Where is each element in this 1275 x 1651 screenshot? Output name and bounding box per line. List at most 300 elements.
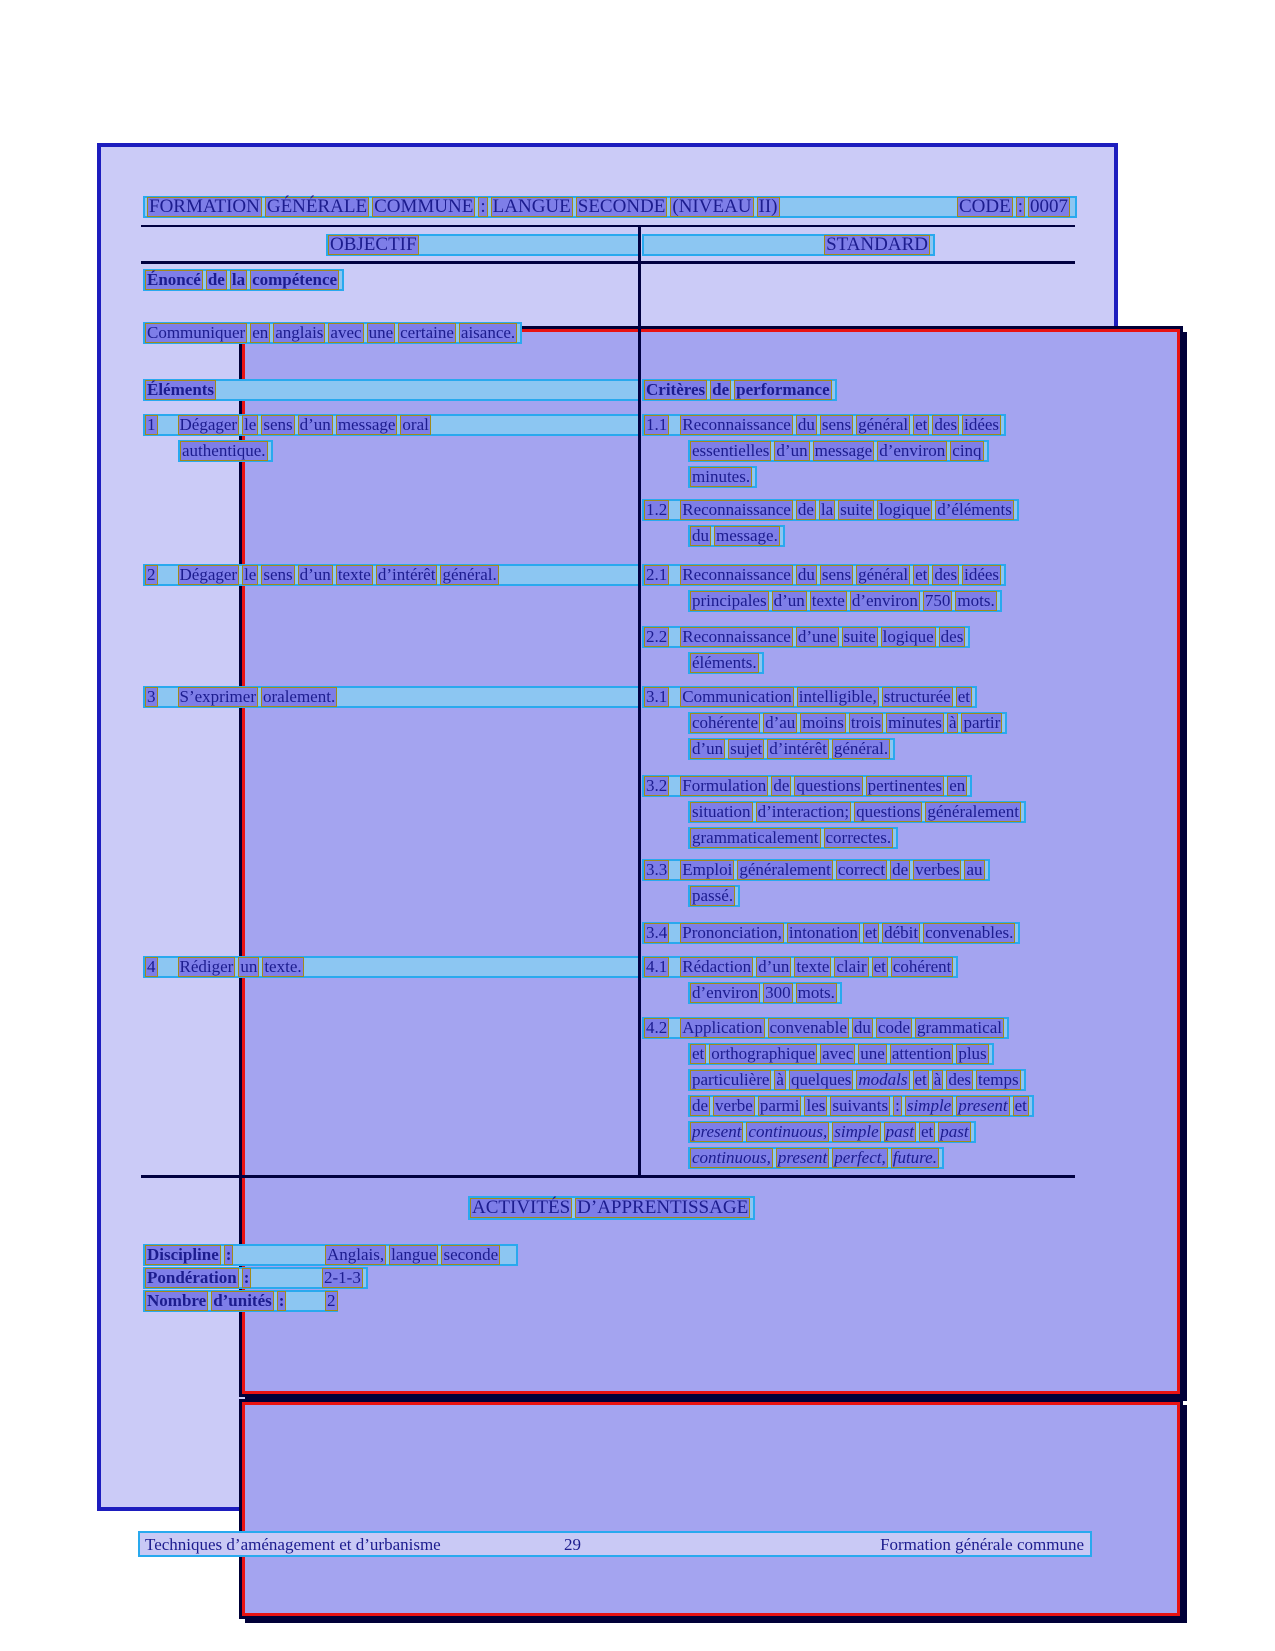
word-box: aisance. [460, 323, 516, 342]
element-4-text [178, 957, 307, 977]
word-box: Reconnaissance [682, 627, 791, 646]
word-box: Rédiger [179, 957, 234, 976]
word-box: de [207, 270, 225, 289]
word-box: éléments. [692, 653, 757, 672]
word-box: intonation [788, 923, 858, 942]
enonce-heading [143, 269, 344, 291]
page-footer [138, 1531, 1092, 1557]
word-box: Reconnaissance [682, 565, 791, 584]
word-box: ACTIVITÉS [472, 1197, 571, 1218]
critere-2-2-text-2 [690, 653, 762, 673]
critere-3-1-text-2 [690, 713, 1005, 733]
elements-heading-text [145, 380, 219, 400]
word-box: simple [834, 1122, 879, 1141]
word-box: Communication [682, 687, 792, 706]
word-box: STANDARD [826, 234, 928, 255]
word-box: situation [692, 802, 751, 821]
objectif-column-header [326, 234, 640, 256]
word-box: 4 [147, 957, 156, 976]
code-value [957, 197, 1073, 217]
word-box: et [921, 1122, 934, 1141]
unites-label [145, 1291, 289, 1311]
word-box: 750 [924, 591, 951, 610]
element-2-number [145, 565, 161, 585]
word-box: 0007 [1030, 196, 1068, 217]
discipline-row [143, 1244, 518, 1266]
word-box: suivants [832, 1096, 889, 1115]
word-box: Application [682, 1018, 763, 1037]
word-box: : [225, 1245, 232, 1264]
critere-3-1-text [680, 687, 975, 707]
critere-2-1-line-1 [642, 564, 1006, 586]
enonce-heading-text [145, 270, 342, 290]
word-box: avec [330, 323, 362, 342]
word-box: d’environ [692, 983, 759, 1002]
element-4-line-1 [143, 956, 640, 978]
word-box: 2-1-3 [324, 1268, 361, 1287]
word-box: Rédaction [682, 957, 752, 976]
word-box: modals [858, 1070, 908, 1089]
word-box: pertinentes [867, 776, 943, 795]
word-box: Discipline [147, 1245, 219, 1264]
word-box: d’intérêt [377, 565, 436, 584]
critere-1-1-line-1 [642, 414, 1006, 436]
word-box: 2 [327, 1291, 336, 1310]
word-box: anglais [275, 323, 324, 342]
word-box: moins [802, 713, 844, 732]
word-box: texte [796, 957, 830, 976]
word-box: II) [758, 196, 778, 217]
word-box: Formulation [682, 776, 767, 795]
word-box: et [957, 687, 971, 706]
word-box: Dégager [179, 415, 238, 434]
word-box: convenables. [925, 923, 1014, 942]
critere-1-1-number [644, 415, 672, 435]
word-box: message. [716, 526, 778, 545]
standard-label [824, 235, 933, 255]
word-box: Reconnaissance [682, 500, 791, 519]
critere-1-2-text-2 [690, 526, 783, 546]
word-box: perfect, [834, 1148, 886, 1167]
word-box: intelligible, [798, 687, 877, 706]
word-box: Énoncé [147, 270, 201, 289]
word-box: : [895, 1096, 900, 1115]
critere-3-4-number [644, 923, 672, 943]
critere-2-1-text-2 [690, 591, 1000, 611]
word-box: COMMUNE [374, 196, 474, 217]
word-box: débit [884, 923, 919, 942]
critere-3-4-text [680, 923, 1018, 943]
word-box: la [231, 270, 246, 289]
word-box: général. [833, 739, 889, 758]
word-box: mots. [957, 591, 995, 610]
element-3-text [178, 687, 341, 707]
critere-3-2-line-2 [688, 801, 1026, 823]
critere-1-1-line-3 [688, 466, 757, 488]
word-box: clair [836, 957, 867, 976]
standard-column-header [642, 234, 935, 256]
word-box: d’unités [213, 1291, 272, 1310]
word-box: à [933, 1070, 942, 1089]
word-box: OBJECTIF [330, 234, 417, 255]
table-header-separator [141, 225, 1075, 227]
word-box: généralement [739, 860, 831, 879]
word-box: seconde [443, 1245, 499, 1264]
word-box: cinq [952, 441, 982, 460]
element-1-text [178, 415, 434, 435]
critere-4-1-number [644, 957, 672, 977]
learning-activities-table [239, 1399, 1183, 1619]
word-box: avec [822, 1044, 854, 1063]
critere-4-2-line-6 [688, 1147, 944, 1169]
word-box: du [797, 565, 815, 584]
critere-4-2-text-4 [690, 1096, 1032, 1116]
element-2-line-1 [143, 564, 640, 586]
word-box: questions [796, 776, 861, 795]
word-box: d’une [797, 627, 837, 646]
word-box: 300 [765, 983, 791, 1002]
word-box: d’un [299, 565, 331, 584]
element-1-number [145, 415, 161, 435]
critere-3-1-text-3 [690, 739, 893, 759]
word-box: 2.1 [646, 565, 668, 584]
critere-3-3-number [644, 860, 672, 880]
enonce-text [143, 322, 522, 344]
word-box: du [692, 526, 709, 545]
critere-1-2-line-2 [688, 525, 785, 547]
critere-4-2-text-2 [690, 1044, 992, 1064]
word-box: d’un [776, 441, 808, 460]
word-box: un [240, 957, 258, 976]
word-box: d’un [299, 415, 331, 434]
word-box: Reconnaissance [682, 415, 791, 434]
word-box: 3.3 [646, 860, 668, 879]
word-box: logique [879, 500, 931, 519]
word-box: grammatical [917, 1018, 1002, 1037]
activities-top-separator [141, 1175, 1075, 1178]
word-box: questions [856, 802, 921, 821]
word-box: d’intérêt [769, 739, 827, 758]
word-box: S’exprimer [179, 687, 256, 706]
word-box: correctes. [825, 828, 892, 847]
word-box: du [853, 1018, 871, 1037]
word-box: la [820, 500, 834, 519]
critere-4-2-line-1 [642, 1017, 1009, 1039]
critere-2-1-line-2 [688, 590, 1002, 612]
word-box: logique [882, 627, 934, 646]
word-box: trois [850, 713, 882, 732]
word-box: et [873, 957, 886, 976]
critere-3-2-text-3 [690, 828, 896, 848]
critere-4-1-line-2 [688, 982, 842, 1004]
word-box: des [940, 627, 964, 646]
critere-1-1-text [680, 415, 1004, 435]
word-box: des [934, 415, 958, 434]
word-box: convenable [769, 1018, 847, 1037]
word-box: et [915, 415, 928, 434]
word-box: code [877, 1018, 911, 1037]
word-box: mots. [797, 983, 835, 1002]
objectif-label [328, 235, 422, 255]
word-box: d’un [692, 739, 724, 758]
word-box: Prononciation, [682, 923, 782, 942]
word-box: d’éléments [937, 500, 1012, 519]
word-box: 1.1 [646, 415, 668, 434]
word-box: en [252, 323, 269, 342]
critere-1-2-number [644, 500, 672, 520]
critere-1-1-text-3 [690, 467, 755, 487]
word-box: 3.1 [646, 687, 668, 706]
critere-3-1-line-3 [688, 738, 895, 760]
criteres-heading-text [644, 380, 835, 400]
critere-4-2-line-4 [688, 1095, 1034, 1117]
word-box: particulière [692, 1070, 770, 1089]
word-box: temps [978, 1070, 1019, 1089]
word-box: passé. [692, 886, 734, 905]
column-header-separator [141, 261, 1075, 264]
word-box: LANGUE [492, 196, 571, 217]
word-box: Nombre [147, 1291, 207, 1310]
word-box: généralement [927, 802, 1019, 821]
word-box: Emploi [682, 860, 733, 879]
critere-1-1-text-2 [690, 441, 987, 461]
word-box: attention [891, 1044, 952, 1063]
elements-heading [143, 379, 640, 401]
word-box: d’au [765, 713, 796, 732]
word-box: past [885, 1122, 915, 1141]
word-box: cohérent [892, 957, 952, 976]
word-box: message [814, 441, 873, 460]
word-box: le [244, 415, 257, 434]
column-divider-line [638, 226, 641, 1176]
footer-program-title: Techniques d’aménagement et d’urbanisme [145, 1535, 441, 1554]
critere-3-1-line-2 [688, 712, 1007, 734]
word-box: oral [402, 415, 429, 434]
word-box: idées [964, 415, 1000, 434]
word-box: : [243, 1268, 250, 1287]
word-box: past [940, 1122, 969, 1141]
word-box: des [948, 1070, 972, 1089]
critere-4-2-number [644, 1018, 672, 1038]
table-title [147, 197, 783, 217]
word-box: une [860, 1044, 885, 1063]
critere-3-2-line-1 [642, 775, 972, 797]
ponderation-value [322, 1268, 366, 1288]
word-box: Anglais, [327, 1245, 385, 1264]
critere-3-4-line-1 [642, 922, 1020, 944]
ponderation-row [143, 1267, 368, 1289]
word-box: sens [263, 415, 293, 434]
critere-2-1-text [680, 565, 1004, 585]
table-title-line [143, 196, 1077, 218]
word-box: de [712, 380, 730, 399]
word-box: 3.4 [646, 923, 668, 942]
word-box: 2.2 [646, 627, 668, 646]
critere-3-3-text [680, 860, 987, 880]
word-box: du [797, 415, 815, 434]
word-box: le [244, 565, 257, 584]
word-box: 4.2 [646, 1018, 668, 1037]
word-box: parmi [759, 1096, 800, 1115]
critere-1-1-line-2 [688, 440, 989, 462]
footer-page-number: 29 [564, 1535, 581, 1554]
word-box: texte [337, 565, 371, 584]
discipline-label [145, 1245, 236, 1265]
element-1-text-2 [180, 441, 271, 461]
word-box: au [966, 860, 983, 879]
word-box: : [480, 196, 486, 217]
word-box: sens [821, 415, 852, 434]
word-box: simple [906, 1096, 952, 1115]
element-3-number [145, 687, 161, 707]
word-box: continuous, [748, 1122, 828, 1141]
word-box: minutes [888, 713, 942, 732]
word-box: structurée [883, 687, 951, 706]
word-box: sujet [730, 739, 763, 758]
word-box: langue [391, 1245, 437, 1264]
word-box: texte [811, 591, 845, 610]
word-box: partir [963, 713, 1001, 732]
word-box: compétence [252, 270, 338, 289]
word-box: Critères [646, 380, 706, 399]
word-box: idées [964, 565, 1000, 584]
word-box: present [692, 1122, 742, 1141]
word-box: des [934, 565, 958, 584]
word-box: et [692, 1044, 705, 1063]
word-box: général [858, 565, 909, 584]
word-box: de [892, 860, 909, 879]
word-box: 1 [147, 415, 156, 434]
word-box: 3 [147, 687, 156, 706]
word-box: 3.2 [646, 776, 668, 795]
critere-3-2-number [644, 776, 672, 796]
critere-4-1-line-1 [642, 956, 958, 978]
critere-2-2-line-1 [642, 626, 970, 648]
critere-2-2-text [680, 627, 968, 647]
word-box: à [948, 713, 957, 732]
element-4-number [145, 957, 161, 977]
word-box: orthographique [711, 1044, 816, 1063]
critere-4-1-text-2 [690, 983, 840, 1003]
word-box: général. [442, 565, 497, 584]
critere-4-2-text-5 [690, 1122, 974, 1142]
critere-3-3-line-2 [688, 885, 740, 907]
word-box: Communiquer [147, 323, 246, 342]
word-box: d’environ [851, 591, 918, 610]
word-box: 1.2 [646, 500, 668, 519]
word-box: Pondération [147, 1268, 237, 1287]
word-box: D’APPRENTISSAGE [577, 1197, 749, 1218]
word-box: général [858, 415, 909, 434]
word-box: suite [843, 627, 876, 646]
critere-2-2-line-2 [688, 652, 764, 674]
word-box: et [864, 923, 878, 942]
enonce-text-content [145, 323, 520, 343]
critere-1-2-text [680, 500, 1017, 520]
word-box: present [958, 1096, 1008, 1115]
word-box: principales [692, 591, 767, 610]
word-box: SECONDE [577, 196, 666, 217]
word-box: une [368, 323, 394, 342]
word-box: sens [263, 565, 293, 584]
ponderation-label [145, 1268, 254, 1288]
critere-4-2-line-3 [688, 1069, 1026, 1091]
critere-3-2-text-2 [690, 802, 1024, 822]
critere-3-1-line-1 [642, 686, 977, 708]
word-box: d’un [758, 957, 790, 976]
word-box: à [776, 1070, 784, 1089]
critere-4-1-text [680, 957, 956, 977]
word-box: authentique. [182, 441, 266, 460]
word-box: de [797, 500, 814, 519]
word-box: : [1017, 196, 1023, 217]
critere-4-2-text-6 [690, 1148, 942, 1168]
word-box: correct [837, 860, 886, 879]
footer-section-title: Formation générale commune [880, 1535, 1084, 1554]
critere-4-2-line-2 [688, 1043, 994, 1065]
word-box: Dégager [179, 565, 238, 584]
word-box: 4.1 [646, 957, 668, 976]
word-box: et [915, 565, 928, 584]
word-box: present [777, 1148, 828, 1167]
word-box: (NIVEAU [672, 196, 752, 217]
word-box: grammaticalement [692, 828, 819, 847]
critere-3-3-text-2 [690, 886, 738, 906]
activites-heading [468, 1196, 755, 1220]
word-box: oralement. [262, 687, 336, 706]
unites-row [143, 1290, 338, 1312]
word-box: 2 [147, 565, 156, 584]
word-box: verbe [715, 1096, 753, 1115]
element-1-line-1 [143, 414, 640, 436]
word-box: d’interaction; [757, 802, 850, 821]
word-box: FORMATION [149, 196, 260, 217]
word-box: et [1014, 1096, 1027, 1115]
word-box: certaine [400, 323, 454, 342]
word-box: continuous, [692, 1148, 771, 1167]
critere-3-2-line-3 [688, 827, 898, 849]
word-box: future. [892, 1148, 937, 1167]
element-1-line-2 [178, 440, 273, 462]
activites-heading-text [470, 1198, 753, 1218]
unites-value [325, 1291, 341, 1311]
element-3-line-1 [143, 686, 640, 708]
discipline-value [325, 1245, 503, 1265]
word-box: en [949, 776, 966, 795]
word-box: texte. [264, 957, 302, 976]
word-box: verbes [915, 860, 960, 879]
word-box: Éléments [147, 380, 215, 399]
word-box: message [337, 415, 396, 434]
word-box: les [806, 1096, 826, 1115]
word-box: cohérente [692, 713, 759, 732]
critere-2-2-number [644, 627, 672, 647]
word-box: essentielles [692, 441, 770, 460]
word-box: et [914, 1070, 927, 1089]
element-2-text [178, 565, 502, 585]
word-box: de [773, 776, 790, 795]
critere-3-2-text [680, 776, 970, 796]
word-box: : [278, 1291, 285, 1310]
critere-4-2-line-5 [688, 1121, 976, 1143]
word-box: suite [840, 500, 873, 519]
word-box: sens [821, 565, 852, 584]
word-box: quelques [790, 1070, 852, 1089]
word-box: de [692, 1096, 709, 1115]
word-box: performance [736, 380, 830, 399]
word-box: plus [958, 1044, 987, 1063]
word-box: d’un [773, 591, 805, 610]
